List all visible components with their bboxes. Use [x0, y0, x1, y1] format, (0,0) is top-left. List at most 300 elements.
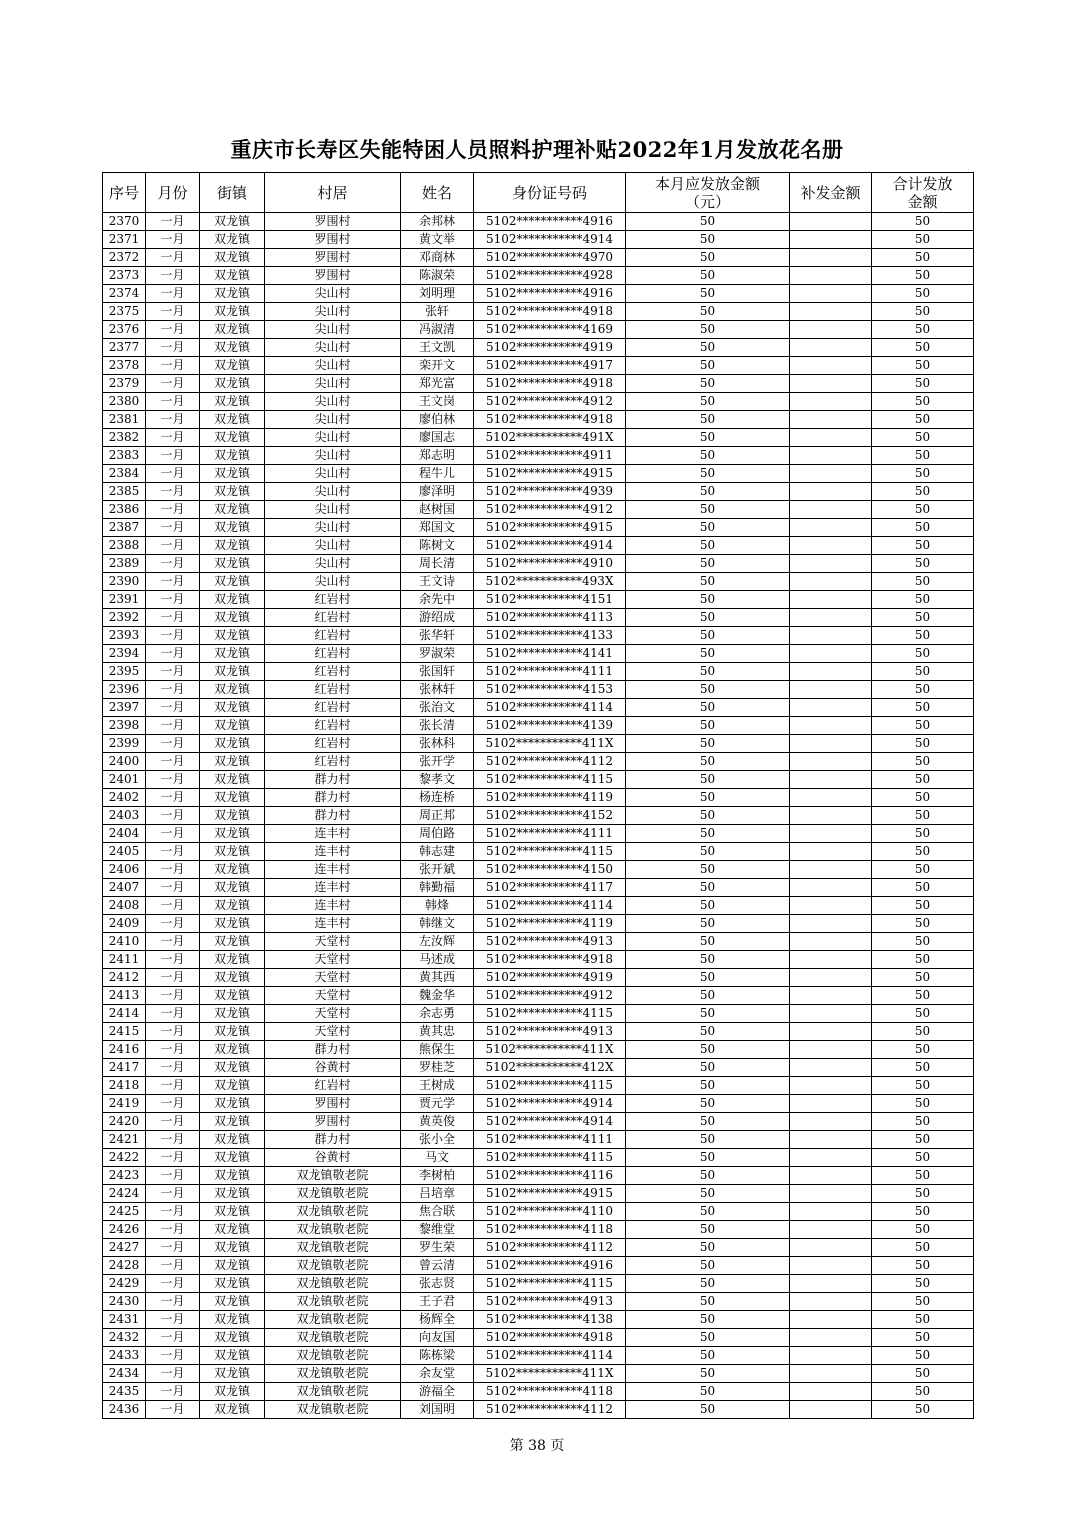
cell-month: 一月 [146, 1239, 200, 1257]
table-row [103, 321, 974, 339]
cell-total-amount: 50 [872, 753, 974, 771]
cell-id-number: 5102***********4150 [474, 861, 626, 879]
cell-seq: 2380 [103, 393, 146, 411]
cell-seq: 2431 [103, 1311, 146, 1329]
cell-seq: 2429 [103, 1275, 146, 1293]
cell-month: 一月 [146, 1401, 200, 1419]
cell-seq: 2381 [103, 411, 146, 429]
cell-village: 红岩村 [265, 717, 401, 735]
cell-month: 一月 [146, 933, 200, 951]
cell-due-amount: 50 [626, 897, 790, 915]
cell-due-amount: 50 [626, 411, 790, 429]
cell-month: 一月 [146, 393, 200, 411]
cell-village: 尖山村 [265, 429, 401, 447]
cell-due-amount: 50 [626, 519, 790, 537]
cell-id-number: 5102***********4113 [474, 609, 626, 627]
cell-town: 双龙镇 [200, 231, 265, 249]
cell-total-amount: 50 [872, 645, 974, 663]
cell-due-amount: 50 [626, 321, 790, 339]
cell-due-amount: 50 [626, 447, 790, 465]
cell-total-amount: 50 [872, 447, 974, 465]
table-row [103, 663, 974, 681]
cell-due-amount: 50 [626, 1257, 790, 1275]
cell-total-amount: 50 [872, 1095, 974, 1113]
cell-village: 尖山村 [265, 285, 401, 303]
cell-supplement-amount [790, 843, 872, 861]
cell-name: 王文凯 [401, 339, 474, 357]
cell-total-amount: 50 [872, 663, 974, 681]
cell-supplement-amount [790, 375, 872, 393]
cell-town: 双龙镇 [200, 609, 265, 627]
cell-month: 一月 [146, 339, 200, 357]
cell-id-number: 5102***********4918 [474, 303, 626, 321]
table-row [103, 951, 974, 969]
cell-seq: 2375 [103, 303, 146, 321]
cell-total-amount: 50 [872, 843, 974, 861]
cell-town: 双龙镇 [200, 951, 265, 969]
cell-supplement-amount [790, 645, 872, 663]
cell-id-number: 5102***********4915 [474, 519, 626, 537]
table-row [103, 771, 974, 789]
cell-total-amount: 50 [872, 339, 974, 357]
cell-total-amount: 50 [872, 1401, 974, 1419]
cell-seq: 2397 [103, 699, 146, 717]
cell-name: 王子君 [401, 1293, 474, 1311]
cell-due-amount: 50 [626, 843, 790, 861]
cell-due-amount: 50 [626, 987, 790, 1005]
cell-month: 一月 [146, 627, 200, 645]
cell-seq: 2378 [103, 357, 146, 375]
cell-total-amount: 50 [872, 411, 974, 429]
cell-name: 黄英俊 [401, 1113, 474, 1131]
cell-village: 尖山村 [265, 573, 401, 591]
cell-supplement-amount [790, 285, 872, 303]
cell-seq: 2391 [103, 591, 146, 609]
cell-name: 韩勤福 [401, 879, 474, 897]
cell-supplement-amount [790, 1149, 872, 1167]
cell-town: 双龙镇 [200, 987, 265, 1005]
cell-village: 红岩村 [265, 663, 401, 681]
cell-id-number: 5102***********4970 [474, 249, 626, 267]
cell-due-amount: 50 [626, 1023, 790, 1041]
cell-total-amount: 50 [872, 771, 974, 789]
table-row [103, 555, 974, 573]
cell-due-amount: 50 [626, 213, 790, 231]
cell-month: 一月 [146, 519, 200, 537]
cell-total-amount: 50 [872, 249, 974, 267]
cell-id-number: 5102***********4914 [474, 1095, 626, 1113]
cell-id-number: 5102***********4116 [474, 1167, 626, 1185]
table-row [103, 1077, 974, 1095]
cell-village: 双龙镇敬老院 [265, 1275, 401, 1293]
table-row [103, 519, 974, 537]
cell-seq: 2371 [103, 231, 146, 249]
table-row [103, 339, 974, 357]
cell-id-number: 5102***********491X [474, 429, 626, 447]
cell-town: 双龙镇 [200, 1365, 265, 1383]
cell-supplement-amount [790, 1185, 872, 1203]
cell-supplement-amount [790, 825, 872, 843]
cell-seq: 2395 [103, 663, 146, 681]
cell-town: 双龙镇 [200, 249, 265, 267]
cell-town: 双龙镇 [200, 1077, 265, 1095]
cell-id-number: 5102***********4928 [474, 267, 626, 285]
cell-due-amount: 50 [626, 771, 790, 789]
table-row [103, 1365, 974, 1383]
cell-town: 双龙镇 [200, 771, 265, 789]
table-row [103, 429, 974, 447]
table-row [103, 537, 974, 555]
cell-total-amount: 50 [872, 1149, 974, 1167]
cell-seq: 2411 [103, 951, 146, 969]
cell-name: 周长清 [401, 555, 474, 573]
table-row [103, 1383, 974, 1401]
table-row [103, 573, 974, 591]
cell-village: 尖山村 [265, 483, 401, 501]
cell-supplement-amount [790, 591, 872, 609]
cell-town: 双龙镇 [200, 1401, 265, 1419]
cell-name: 张林科 [401, 735, 474, 753]
cell-town: 双龙镇 [200, 1293, 265, 1311]
cell-town: 双龙镇 [200, 879, 265, 897]
cell-town: 双龙镇 [200, 411, 265, 429]
cell-village: 红岩村 [265, 753, 401, 771]
header-supplement-amount: 补发金额 [790, 173, 872, 213]
cell-town: 双龙镇 [200, 1257, 265, 1275]
cell-month: 一月 [146, 267, 200, 285]
cell-village: 尖山村 [265, 501, 401, 519]
cell-village: 天堂村 [265, 987, 401, 1005]
cell-total-amount: 50 [872, 735, 974, 753]
cell-id-number: 5102***********493X [474, 573, 626, 591]
cell-id-number: 5102***********4114 [474, 897, 626, 915]
cell-month: 一月 [146, 681, 200, 699]
header-month: 月份 [146, 173, 200, 213]
cell-id-number: 5102***********4117 [474, 879, 626, 897]
cell-due-amount: 50 [626, 1203, 790, 1221]
table-row [103, 969, 974, 987]
cell-id-number: 5102***********4115 [474, 1149, 626, 1167]
cell-total-amount: 50 [872, 321, 974, 339]
cell-town: 双龙镇 [200, 375, 265, 393]
cell-town: 双龙镇 [200, 465, 265, 483]
cell-seq: 2402 [103, 789, 146, 807]
cell-seq: 2389 [103, 555, 146, 573]
cell-town: 双龙镇 [200, 1023, 265, 1041]
cell-month: 一月 [146, 825, 200, 843]
cell-due-amount: 50 [626, 501, 790, 519]
cell-total-amount: 50 [872, 1365, 974, 1383]
cell-village: 尖山村 [265, 447, 401, 465]
cell-village: 罗围村 [265, 1095, 401, 1113]
cell-name: 杨连桥 [401, 789, 474, 807]
cell-supplement-amount [790, 357, 872, 375]
cell-town: 双龙镇 [200, 1185, 265, 1203]
cell-supplement-amount [790, 1095, 872, 1113]
cell-total-amount: 50 [872, 1131, 974, 1149]
cell-supplement-amount [790, 393, 872, 411]
cell-seq: 2396 [103, 681, 146, 699]
cell-due-amount: 50 [626, 1005, 790, 1023]
cell-supplement-amount [790, 951, 872, 969]
table-row [103, 1113, 974, 1131]
cell-town: 双龙镇 [200, 447, 265, 465]
table-row [103, 465, 974, 483]
cell-month: 一月 [146, 807, 200, 825]
table-row [103, 1059, 974, 1077]
cell-supplement-amount [790, 429, 872, 447]
cell-supplement-amount [790, 681, 872, 699]
cell-town: 双龙镇 [200, 1383, 265, 1401]
cell-town: 双龙镇 [200, 663, 265, 681]
cell-name: 郑志明 [401, 447, 474, 465]
cell-seq: 2383 [103, 447, 146, 465]
cell-id-number: 5102***********4916 [474, 285, 626, 303]
cell-month: 一月 [146, 1131, 200, 1149]
cell-name: 向友国 [401, 1329, 474, 1347]
cell-name: 陈树文 [401, 537, 474, 555]
cell-supplement-amount [790, 1365, 872, 1383]
cell-town: 双龙镇 [200, 429, 265, 447]
cell-supplement-amount [790, 915, 872, 933]
cell-name: 韩继文 [401, 915, 474, 933]
cell-seq: 2376 [103, 321, 146, 339]
cell-total-amount: 50 [872, 483, 974, 501]
cell-month: 一月 [146, 861, 200, 879]
table-row [103, 1293, 974, 1311]
cell-id-number: 5102***********4118 [474, 1221, 626, 1239]
cell-id-number: 5102***********4912 [474, 393, 626, 411]
cell-total-amount: 50 [872, 915, 974, 933]
cell-village: 双龙镇敬老院 [265, 1347, 401, 1365]
cell-month: 一月 [146, 357, 200, 375]
cell-village: 群力村 [265, 789, 401, 807]
cell-due-amount: 50 [626, 537, 790, 555]
cell-name: 陈栋梁 [401, 1347, 474, 1365]
cell-supplement-amount [790, 267, 872, 285]
table-row [103, 843, 974, 861]
cell-village: 双龙镇敬老院 [265, 1221, 401, 1239]
table-row [103, 789, 974, 807]
cell-month: 一月 [146, 1149, 200, 1167]
cell-supplement-amount [790, 213, 872, 231]
table-row [103, 1221, 974, 1239]
cell-town: 双龙镇 [200, 1167, 265, 1185]
table-row [103, 735, 974, 753]
cell-village: 群力村 [265, 771, 401, 789]
cell-id-number: 5102***********4914 [474, 1113, 626, 1131]
cell-name: 刘明理 [401, 285, 474, 303]
cell-id-number: 5102***********4915 [474, 465, 626, 483]
cell-due-amount: 50 [626, 627, 790, 645]
cell-id-number: 5102***********4913 [474, 1023, 626, 1041]
table-row [103, 897, 974, 915]
cell-supplement-amount [790, 717, 872, 735]
cell-due-amount: 50 [626, 951, 790, 969]
header-town: 街镇 [200, 173, 265, 213]
cell-month: 一月 [146, 591, 200, 609]
cell-town: 双龙镇 [200, 681, 265, 699]
header-due-amount-line1: 本月应发放金额 [654, 174, 760, 193]
cell-supplement-amount [790, 1203, 872, 1221]
cell-total-amount: 50 [872, 951, 974, 969]
table-row [103, 285, 974, 303]
cell-village: 红岩村 [265, 699, 401, 717]
cell-due-amount: 50 [626, 1095, 790, 1113]
header-name: 姓名 [401, 173, 474, 213]
cell-name: 郑国文 [401, 519, 474, 537]
cell-supplement-amount [790, 1023, 872, 1041]
cell-total-amount: 50 [872, 807, 974, 825]
cell-month: 一月 [146, 1077, 200, 1095]
cell-seq: 2406 [103, 861, 146, 879]
cell-month: 一月 [146, 1311, 200, 1329]
cell-village: 双龙镇敬老院 [265, 1239, 401, 1257]
cell-village: 双龙镇敬老院 [265, 1185, 401, 1203]
cell-town: 双龙镇 [200, 1131, 265, 1149]
cell-due-amount: 50 [626, 1383, 790, 1401]
cell-total-amount: 50 [872, 1077, 974, 1095]
cell-name: 游福全 [401, 1383, 474, 1401]
cell-month: 一月 [146, 771, 200, 789]
cell-id-number: 5102***********4118 [474, 1383, 626, 1401]
table-row [103, 717, 974, 735]
cell-due-amount: 50 [626, 1293, 790, 1311]
cell-total-amount: 50 [872, 699, 974, 717]
table-row [103, 1347, 974, 1365]
cell-id-number: 5102***********411X [474, 1041, 626, 1059]
cell-due-amount: 50 [626, 699, 790, 717]
cell-name: 陈淑荣 [401, 267, 474, 285]
cell-month: 一月 [146, 231, 200, 249]
table-row [103, 231, 974, 249]
cell-seq: 2424 [103, 1185, 146, 1203]
cell-town: 双龙镇 [200, 753, 265, 771]
cell-village: 尖山村 [265, 339, 401, 357]
cell-id-number: 5102***********411X [474, 735, 626, 753]
cell-month: 一月 [146, 1185, 200, 1203]
cell-supplement-amount [790, 249, 872, 267]
cell-month: 一月 [146, 249, 200, 267]
cell-seq: 2393 [103, 627, 146, 645]
cell-id-number: 5102***********4141 [474, 645, 626, 663]
cell-seq: 2415 [103, 1023, 146, 1041]
cell-town: 双龙镇 [200, 213, 265, 231]
cell-month: 一月 [146, 1221, 200, 1239]
table-row [103, 303, 974, 321]
cell-due-amount: 50 [626, 1041, 790, 1059]
cell-month: 一月 [146, 1383, 200, 1401]
roster-body [103, 213, 974, 1419]
cell-town: 双龙镇 [200, 1059, 265, 1077]
cell-supplement-amount [790, 879, 872, 897]
cell-village: 连丰村 [265, 879, 401, 897]
cell-village: 谷黄村 [265, 1149, 401, 1167]
cell-seq: 2392 [103, 609, 146, 627]
cell-name: 廖泽明 [401, 483, 474, 501]
cell-month: 一月 [146, 375, 200, 393]
cell-month: 一月 [146, 987, 200, 1005]
table-row [103, 267, 974, 285]
cell-total-amount: 50 [872, 501, 974, 519]
header-total-amount-line1: 合计发放 [892, 174, 953, 193]
table-row [103, 1203, 974, 1221]
table-row [103, 1095, 974, 1113]
cell-id-number: 5102***********4115 [474, 843, 626, 861]
cell-id-number: 5102***********4912 [474, 501, 626, 519]
cell-name: 贾元学 [401, 1095, 474, 1113]
cell-month: 一月 [146, 699, 200, 717]
cell-seq: 2387 [103, 519, 146, 537]
header-due-amount-line2: （元） [684, 192, 730, 211]
table-row [103, 1239, 974, 1257]
cell-due-amount: 50 [626, 1185, 790, 1203]
cell-village: 天堂村 [265, 1005, 401, 1023]
cell-total-amount: 50 [872, 627, 974, 645]
table-row [103, 681, 974, 699]
cell-due-amount: 50 [626, 609, 790, 627]
cell-due-amount: 50 [626, 1329, 790, 1347]
page-title: 重庆市长寿区失能特困人员照料护理补贴2022年1月发放花名册 [230, 137, 844, 162]
cell-month: 一月 [146, 753, 200, 771]
table-row [103, 879, 974, 897]
header-seq: 序号 [103, 173, 146, 213]
cell-supplement-amount [790, 1059, 872, 1077]
cell-due-amount: 50 [626, 735, 790, 753]
cell-name: 黎孝文 [401, 771, 474, 789]
cell-village: 双龙镇敬老院 [265, 1365, 401, 1383]
cell-name: 张开学 [401, 753, 474, 771]
cell-town: 双龙镇 [200, 537, 265, 555]
cell-village: 红岩村 [265, 591, 401, 609]
cell-seq: 2374 [103, 285, 146, 303]
cell-total-amount: 50 [872, 573, 974, 591]
cell-month: 一月 [146, 1275, 200, 1293]
cell-town: 双龙镇 [200, 1095, 265, 1113]
cell-supplement-amount [790, 411, 872, 429]
cell-id-number: 5102***********4115 [474, 1077, 626, 1095]
table-row [103, 915, 974, 933]
cell-month: 一月 [146, 285, 200, 303]
cell-town: 双龙镇 [200, 825, 265, 843]
cell-village: 红岩村 [265, 1077, 401, 1095]
cell-id-number: 5102***********4111 [474, 663, 626, 681]
cell-town: 双龙镇 [200, 519, 265, 537]
cell-month: 一月 [146, 1095, 200, 1113]
cell-supplement-amount [790, 627, 872, 645]
cell-seq: 2373 [103, 267, 146, 285]
table-row [103, 591, 974, 609]
cell-id-number: 5102***********4911 [474, 447, 626, 465]
cell-village: 天堂村 [265, 933, 401, 951]
cell-due-amount: 50 [626, 249, 790, 267]
cell-supplement-amount [790, 501, 872, 519]
cell-name: 张轩 [401, 303, 474, 321]
cell-town: 双龙镇 [200, 1203, 265, 1221]
cell-total-amount: 50 [872, 1005, 974, 1023]
table-row [103, 411, 974, 429]
cell-total-amount: 50 [872, 591, 974, 609]
cell-village: 尖山村 [265, 393, 401, 411]
cell-seq: 2386 [103, 501, 146, 519]
table-row [103, 213, 974, 231]
cell-total-amount: 50 [872, 1275, 974, 1293]
cell-name: 赵树国 [401, 501, 474, 519]
cell-village: 双龙镇敬老院 [265, 1203, 401, 1221]
cell-month: 一月 [146, 213, 200, 231]
cell-total-amount: 50 [872, 969, 974, 987]
cell-supplement-amount [790, 897, 872, 915]
